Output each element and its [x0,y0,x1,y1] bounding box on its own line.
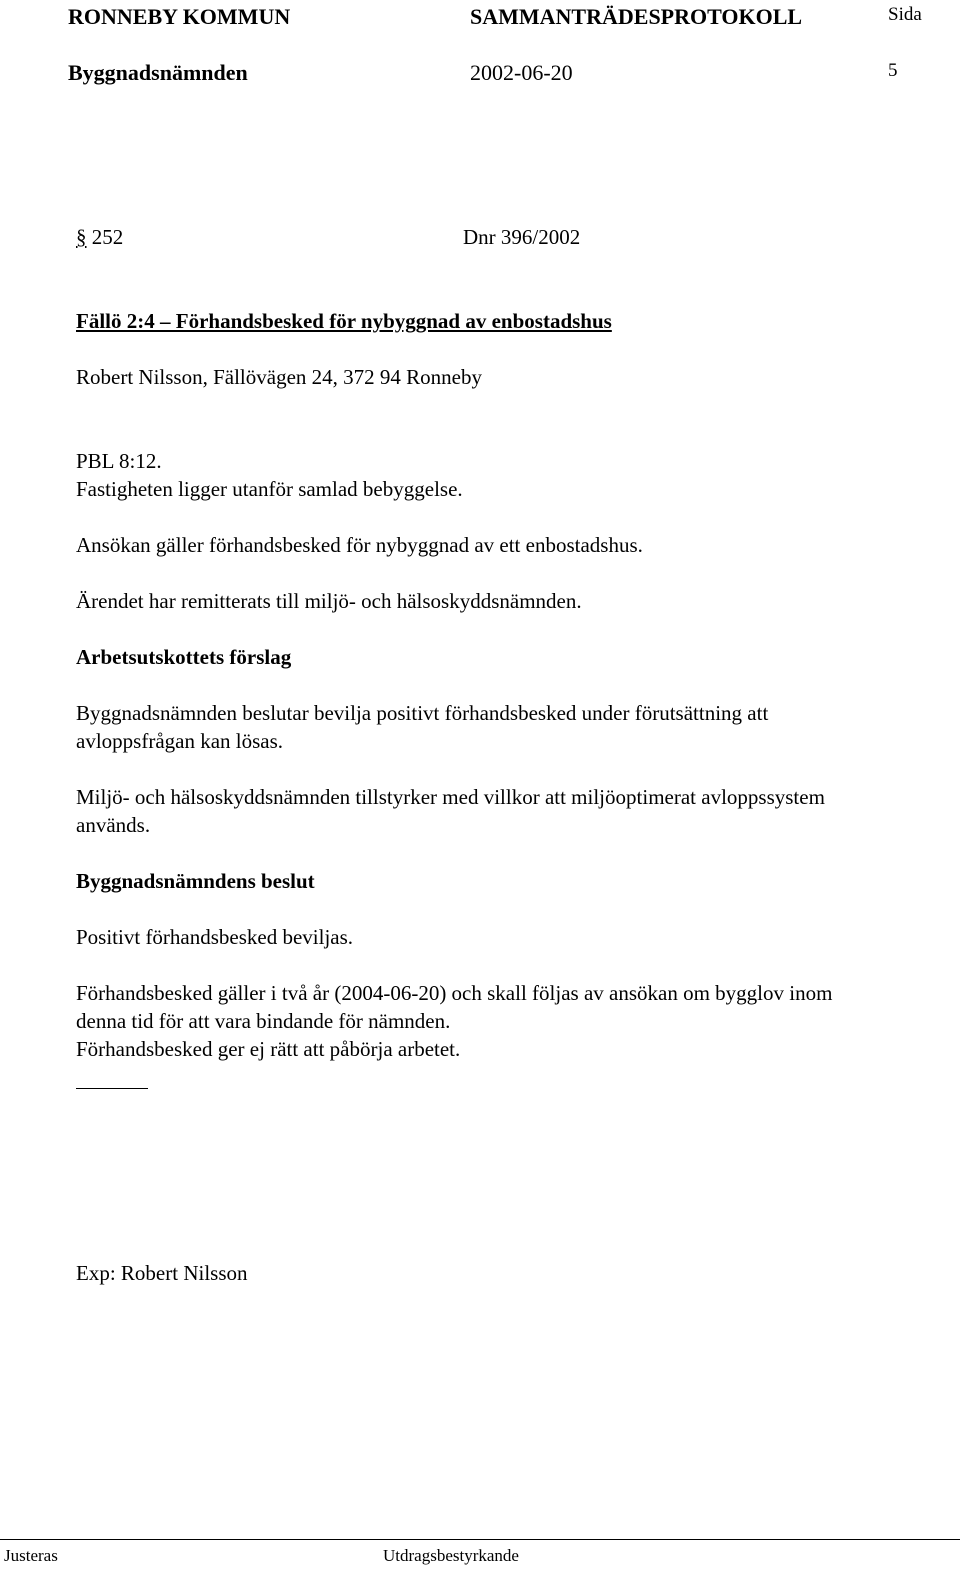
decision-p1: Positivt förhandsbesked beviljas. [76,925,354,949]
decision-p2-line1: Förhandsbesked gäller i två år (2004-06-20) och skall följas av ansökan om bygglov inom [76,981,833,1005]
proposal-p2-line1: Miljö- och hälsoskyddsnämnden tillstyrker med villkor att miljöoptimerat avloppssystem [76,785,825,809]
proposal-p1-line2: avloppsfrågan kan lösas. [76,729,284,753]
section-heading [76,223,123,251]
background-line-3: Ansökan gäller förhandsbesked för nybyggnad av ett enbostadshus. [76,533,643,557]
background-line-4: Ärendet har remitterats till miljö- och hälsoskyddsnämnden. [76,589,582,613]
page-number: 5 [888,60,898,81]
background-line-1: PBL 8:12. [76,449,162,473]
document-type: SAMMANTRÄDESPROTOKOLL [470,4,803,29]
decision-p3: Förhandsbesked ger ej rätt att påbörja arbetet. [76,1037,461,1061]
footer-justeras: Justeras [4,1546,58,1565]
organization-name: RONNEBY KOMMUN [68,4,291,29]
expedition: Exp: Robert Nilsson [76,1261,248,1285]
applicant: Robert Nilsson, Fällövägen 24, 372 94 Ronneby [76,365,482,389]
dnr: Dnr 396/2002 [463,225,581,249]
proposal-p2-line2: används. [76,813,151,837]
decision-heading: Byggnadsnämndens beslut [76,869,315,893]
footer-rule [0,1539,960,1540]
case-title: Fällö 2:4 – Förhandsbesked för nybyggnad av enbostadshus [76,309,612,333]
meeting-date: 2002-06-20 [470,60,573,85]
decision-p2-line2: denna tid för att vara bindande för nämnden. [76,1009,451,1033]
proposal-heading: Arbetsutskottets förslag [76,645,292,669]
page-label: Sida [888,4,922,25]
footer-utdragsbestyrkande: Utdragsbestyrkande [383,1546,519,1565]
end-rule [76,1088,148,1089]
section-symbol: § [76,225,87,249]
background-line-2: Fastigheten ligger utanför samlad bebyggelse. [76,477,463,501]
proposal-p1-line1: Byggnadsnämnden beslutar bevilja positivt förhandsbesked under förutsättning att [76,701,769,725]
section-number: 252 [91,225,124,249]
committee-name: Byggnadsnämnden [68,60,248,85]
